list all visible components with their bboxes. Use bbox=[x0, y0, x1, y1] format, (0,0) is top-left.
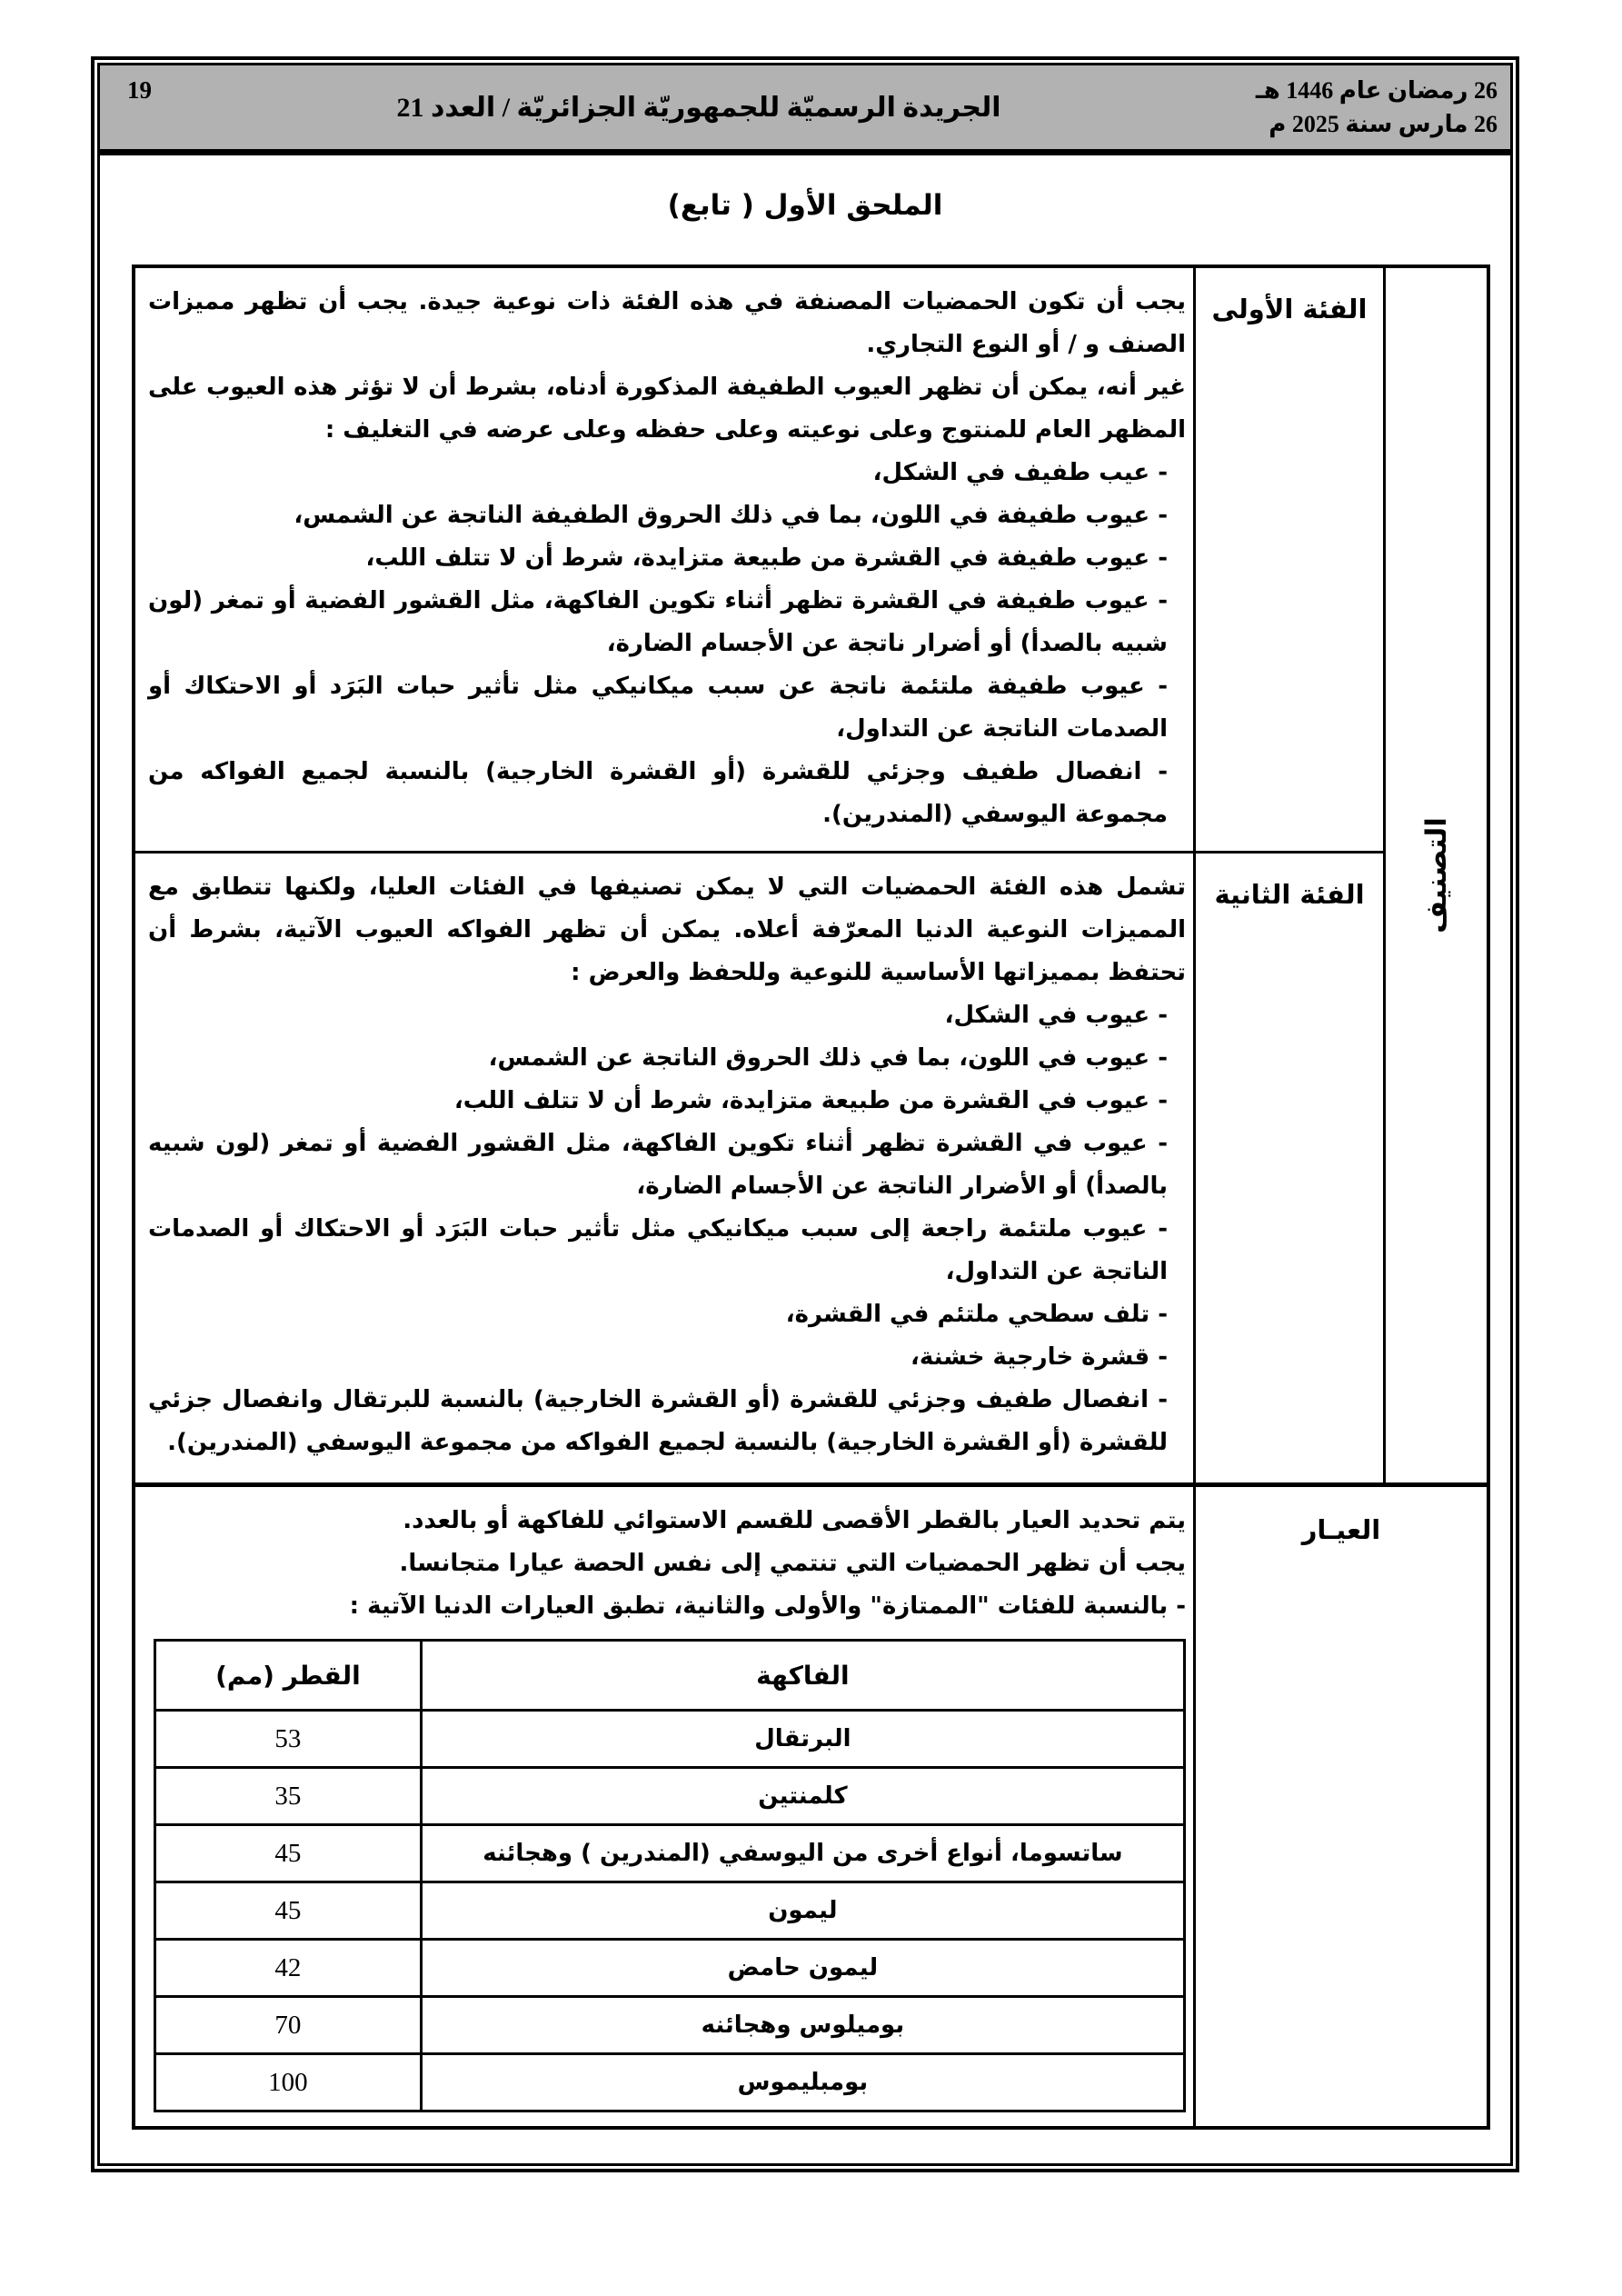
fruit-name-cell: البرتقال bbox=[421, 1711, 1184, 1768]
paragraph: يجب أن تكون الحمضيات المصنفة في هذه الفئة ذات نوعية جيدة. يجب أن تظهر مميزات الصنف و / أو النوع التجاري. bbox=[148, 288, 1186, 358]
bullet-item: - انفصال طفيف وجزئي للقشرة (أو القشرة الخارجية) بالنسبة لجميع الفواكه من مجموعة اليوسفي (المندرين). bbox=[148, 758, 1168, 828]
bullet-item: - عيب طفيف في الشكل، bbox=[872, 459, 1168, 486]
caliber-label: العيـار bbox=[1193, 1482, 1487, 2126]
diameter-value-cell: 35 bbox=[155, 1768, 422, 1825]
page-border-inner bbox=[97, 63, 1513, 2166]
fruit-name-cell: ليمون حامض bbox=[421, 1940, 1184, 1997]
fruit-name-cell: بومبليموس bbox=[421, 2054, 1184, 2111]
paragraph: يجب أن تظهر الحمضيات التي تنتمي إلى نفس الحصة عيارا متجانسا. bbox=[399, 1550, 1186, 1577]
table-row bbox=[155, 1997, 1185, 2054]
annex-title: الملحق الأول ( تابع) bbox=[667, 189, 943, 222]
page-border-frame bbox=[91, 56, 1519, 2172]
fruit-column-header: الفاكهة bbox=[421, 1641, 1184, 1711]
diameter-value-cell: 45 bbox=[155, 1882, 422, 1940]
bullet-item: - عيوب في القشرة تظهر أثناء تكوين الفاكهة، مثل القشور الفضية أو تمغر (لون شبيه بالصدأ) أو الأضرار الناتجة عن الأجسام الضارة، bbox=[148, 1130, 1168, 1200]
category-1-label: الفئة الأولى bbox=[1193, 268, 1386, 854]
fruit-table-header-row bbox=[155, 1641, 1185, 1711]
table-row bbox=[155, 1940, 1185, 1997]
table-row bbox=[155, 1882, 1185, 1940]
page-number: 19 bbox=[127, 76, 152, 104]
diameter-value-cell: 53 bbox=[155, 1711, 422, 1768]
bullet-item: - تلف سطحي ملتئم في القشرة، bbox=[785, 1301, 1168, 1328]
fruit-name-cell: كلمنتين bbox=[421, 1768, 1184, 1825]
bullet-item: - انفصال طفيف وجزئي للقشرة (أو القشرة الخارجية) بالنسبة للبرتقال وانفصال جزئي للقشرة (أو القشرة الخارجية) بالنسبة لجميع الفواكه من مجموعة اليوسفي (المندرين). bbox=[148, 1386, 1168, 1456]
paragraph: - بالنسبة للفئات "الممتازة" والأولى والثانية، تطبق العيارات الدنيا الآتية : bbox=[349, 1592, 1186, 1620]
bullet-item: - عيوب في القشرة من طبيعة متزايدة، شرط أن لا تتلف اللب، bbox=[453, 1087, 1168, 1114]
date-gregorian: 26 مارس سنة 2025 م bbox=[1269, 111, 1498, 137]
bullet-item: - عيوب طفيفة في اللون، بما في ذلك الحروق الطفيفة الناتجة عن الشمس، bbox=[294, 502, 1168, 529]
paragraph: يتم تحديد العيار بالقطر الأقصى للقسم الاستوائي للفاكهة أو بالعدد. bbox=[403, 1507, 1186, 1534]
table-row bbox=[155, 1825, 1185, 1882]
caliber-paragraphs bbox=[148, 1500, 1186, 1628]
table-row bbox=[155, 1768, 1185, 1825]
category-2-content bbox=[135, 854, 1193, 1482]
category-1-bullets bbox=[148, 452, 1186, 836]
classification-side-cell bbox=[1386, 268, 1487, 1482]
paragraph: تشمل هذه الفئة الحمضيات التي لا يمكن تصنيفها في الفئات العليا، ولكنها تتطابق مع المميزات النوعية الدنيا المعرّفة أعلاه. يمكن أن تظهر الفواكه العيوب الآتية، بشرط أن تحتفظ بمميزاتها الأساسية للنوعية وللحفظ والعرض : bbox=[148, 873, 1186, 986]
diameter-column-header: القطر (مم) bbox=[155, 1641, 422, 1711]
bullet-item: - قشرة خارجية خشنة، bbox=[911, 1343, 1168, 1371]
diameter-value-cell: 70 bbox=[155, 1997, 422, 2054]
classification-table bbox=[132, 265, 1490, 2130]
header-dates bbox=[1161, 74, 1510, 141]
fruit-diameter-table bbox=[154, 1639, 1186, 2112]
bullet-item: - عيوب طفيفة في القشرة تظهر أثناء تكوين الفاكهة، مثل القشور الفضية أو تمغر (لون شبيه بالصدأ) أو أضرار ناتجة عن الأجسام الضارة، bbox=[148, 587, 1168, 657]
category-2-bullets bbox=[148, 994, 1186, 1464]
journal-title: الجريدة الرسميّة للجمهوريّة الجزائريّة / العدد 21 bbox=[396, 92, 1001, 123]
category-1-paragraphs bbox=[148, 281, 1186, 452]
diameter-value-cell: 42 bbox=[155, 1940, 422, 1997]
date-hijri: 26 رمضان عام 1446 هـ bbox=[1255, 77, 1498, 104]
table-row bbox=[155, 1711, 1185, 1768]
diameter-value-cell: 100 bbox=[155, 2054, 422, 2111]
bullet-item: - عيوب طفيفة ملتئمة ناتجة عن سبب ميكانيكي مثل تأثير حبات البَرَد أو الاحتكاك أو الصدمات الناتجة عن التداول، bbox=[148, 673, 1168, 743]
bullet-item: - عيوب في اللون، بما في ذلك الحروق الناتجة عن الشمس، bbox=[488, 1044, 1168, 1072]
header-bar bbox=[100, 65, 1510, 155]
fruit-name-cell: ليمون bbox=[421, 1882, 1184, 1940]
bullet-item: - عيوب طفيفة في القشرة من طبيعة متزايدة، شرط أن لا تتلف اللب، bbox=[365, 544, 1168, 572]
fruit-name-cell: بوميلوس وهجائنه bbox=[421, 1997, 1184, 2054]
caliber-content bbox=[135, 1482, 1193, 2126]
category-2-label: الفئة الثانية bbox=[1193, 854, 1386, 1482]
table-row bbox=[155, 2054, 1185, 2111]
bullet-item: - عيوب ملتئمة راجعة إلى سبب ميكانيكي مثل تأثير حبات البَرَد أو الاحتكاك أو الصدمات الناتجة عن التداول، bbox=[148, 1215, 1168, 1285]
classification-side-label: التصنيف bbox=[1419, 817, 1453, 933]
diameter-value-cell: 45 bbox=[155, 1825, 422, 1882]
bullet-item: - عيوب في الشكل، bbox=[944, 1002, 1168, 1029]
category-2-paragraphs bbox=[148, 866, 1186, 994]
paragraph: غير أنه، يمكن أن تظهر العيوب الطفيفة المذكورة أدناه، بشرط أن لا تؤثر هذه العيوب على المظهر العام للمنتوج وعلى نوعيته وعلى حفظه وعلى عرضه في التغليف : bbox=[148, 374, 1186, 444]
fruit-name-cell: ساتسوما، أنواع أخرى من اليوسفي (المندرين ) وهجائنه bbox=[421, 1825, 1184, 1882]
category-1-content bbox=[135, 268, 1193, 854]
fruit-table-body bbox=[155, 1711, 1185, 2111]
